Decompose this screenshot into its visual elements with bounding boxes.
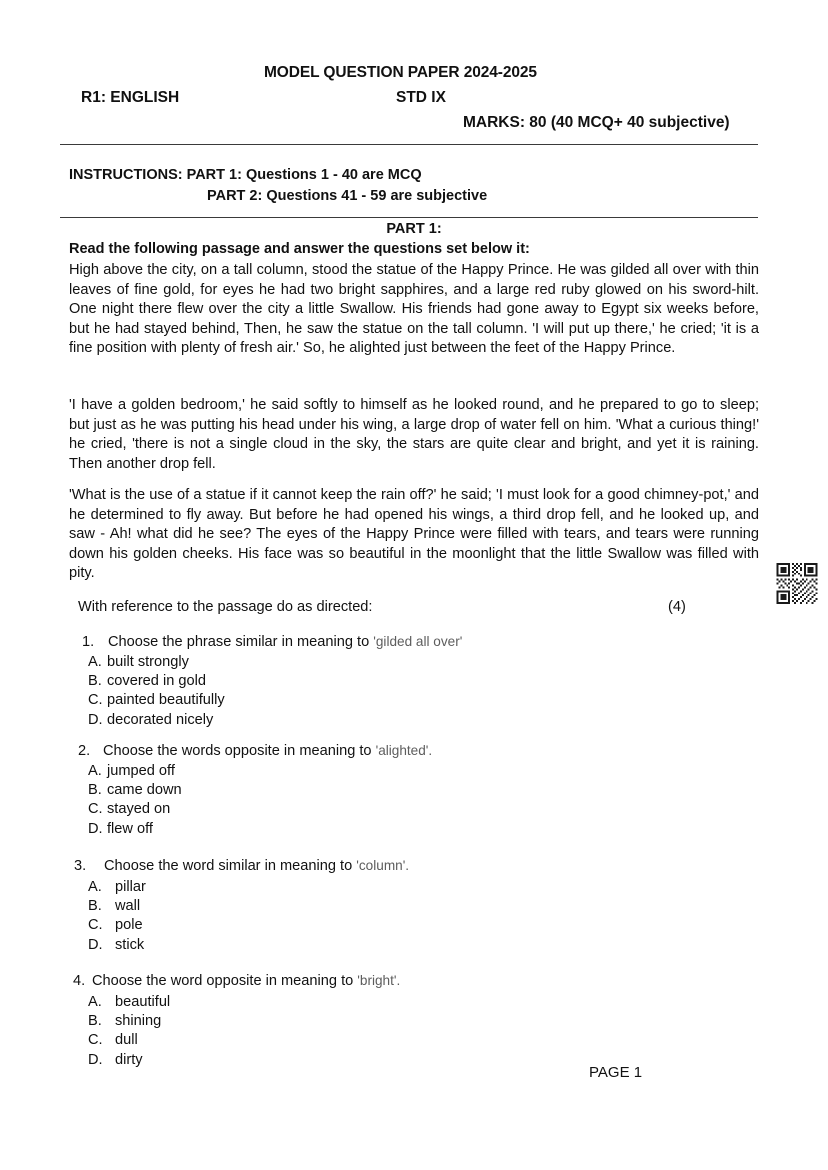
option-row[interactable]: [88, 1031, 400, 1050]
passage-paragraph-1: [69, 261, 759, 359]
question-4: [73, 971, 400, 1070]
option-text: flew off: [107, 820, 153, 837]
passage-text-1: High above the city, on a tall column, stood the statue of the Happy Prince. He was gilded all over with thin leaves of fine gold, for eyes he had two bright sapphires, and a large red ruby glowed on his sword-hilt. One night there flew over the city a little Swallow. His friends had gone away to Egypt six weeks before, but he had stayed behind, Then, he saw the statue on the tall column. 'I will put up there,' he cried; 'it is a fine position with plenty of fresh air.' So, he alighted just between the feet of the Happy Prince.: [69, 262, 759, 357]
option-row[interactable]: [88, 762, 432, 781]
question-3-stem-text: Choose the word similar in meaning to: [104, 858, 357, 874]
question-2-stem-text: Choose the words opposite in meaning to: [103, 743, 376, 759]
option-text: jumped off: [107, 763, 175, 779]
option-letter: C.: [88, 801, 103, 818]
question-3-stem: [74, 856, 409, 876]
instructions-line-1: INSTRUCTIONS: PART 1: Questions 1 - 40 are MCQ: [69, 167, 422, 183]
question-2-stem-suffix: .: [428, 743, 433, 758]
option-letter: C.: [88, 917, 103, 934]
option-text: built strongly: [107, 654, 189, 670]
instructions-block: [69, 165, 487, 207]
option-row[interactable]: [88, 897, 409, 916]
paper-title: MODEL QUESTION PAPER 2024-2025: [264, 64, 537, 81]
question-3-stem-suffix: .: [405, 858, 410, 873]
paper-subject: R1: ENGLISH: [81, 89, 180, 106]
option-text: dirty: [115, 1051, 143, 1068]
option-letter: A.: [88, 994, 102, 1010]
directed-instruction: With reference to the passage do as directed:: [78, 599, 373, 615]
option-letter: D.: [88, 936, 103, 953]
qr-code: [776, 563, 818, 604]
option-letter: D.: [88, 711, 103, 728]
option-text: came down: [107, 782, 182, 799]
option-text: wall: [115, 898, 141, 915]
option-letter: B.: [88, 782, 102, 799]
option-text: painted beautifully: [107, 692, 225, 709]
option-row[interactable]: [88, 936, 409, 955]
question-1-quoted-term: 'gilded all over': [373, 634, 463, 649]
paper-marks: MARKS: 80 (40 MCQ+ 40 subjective): [463, 114, 730, 131]
paper-header: [0, 64, 828, 144]
question-1-number: 1.: [82, 634, 95, 650]
question-4-number: 4.: [73, 973, 86, 989]
option-text: stayed on: [107, 801, 171, 818]
option-text: pillar: [115, 879, 146, 895]
option-row[interactable]: [88, 820, 432, 839]
question-2-quoted-term: 'alighted': [375, 743, 429, 758]
question-1-stem-text: Choose the phrase similar in meaning to: [108, 634, 374, 650]
passage-text-3: 'What is the use of a statue if it cannot keep the rain off?' he said; 'I must look for a good chimney-pot,' and he determined to fly away. But before he had opened his wings, a third drop fell, and he looked up, and saw - Ah! what did he see? The eyes of the Happy Prince were filled with tears, and tears were running down his golden cheeks. His face was so beautiful in the moonlight that the little Swallow was filled with pity.: [69, 487, 759, 582]
question-4-options: [88, 993, 400, 1070]
question-2-options: [88, 762, 432, 839]
option-row[interactable]: [88, 653, 462, 672]
question-4-stem: [73, 971, 400, 991]
option-row[interactable]: [88, 1012, 400, 1031]
option-text: shining: [115, 1013, 162, 1030]
option-text: stick: [115, 936, 145, 953]
option-letter: B.: [88, 898, 102, 915]
question-2-stem: [78, 741, 432, 761]
option-text: beautiful: [115, 994, 171, 1010]
passage-text-2: 'I have a golden bedroom,' he said softly to himself as he looked round, and he prepared to go to sleep; but just as he was putting his head under his wing, a large drop of water fell on him. 'What a curious thing!' he cried, 'there is not a single cloud in the sky, the stars are quite clear and bright, and yet it is raining. Then another drop fell.: [69, 397, 759, 472]
question-1: [82, 632, 462, 730]
question-1-options: [88, 653, 462, 730]
option-letter: B.: [88, 673, 102, 690]
passage-paragraph-2: [69, 396, 759, 474]
passage-paragraph-3: [69, 486, 759, 584]
option-row[interactable]: [88, 711, 462, 730]
question-4-quoted-term: 'bright': [357, 973, 397, 988]
question-3-quoted-term: 'column': [356, 858, 406, 873]
option-letter: A.: [88, 654, 102, 670]
directed-marks: (4): [668, 599, 686, 615]
option-row[interactable]: [88, 691, 462, 710]
option-row[interactable]: [88, 672, 462, 691]
option-letter: C.: [88, 1032, 103, 1049]
question-3-options: [88, 878, 409, 955]
paper-standard: STD IX: [396, 89, 446, 106]
option-row[interactable]: [88, 1051, 400, 1070]
option-row[interactable]: [88, 916, 409, 935]
question-1-stem: [82, 632, 462, 652]
option-letter: A.: [88, 879, 102, 895]
question-3-number: 3.: [74, 858, 87, 874]
option-row[interactable]: [88, 993, 400, 1012]
option-letter: D.: [88, 820, 103, 837]
option-text: pole: [115, 917, 143, 934]
option-text: covered in gold: [107, 673, 206, 690]
question-2-number: 2.: [78, 743, 91, 759]
option-row[interactable]: [88, 800, 432, 819]
read-passage-instruction: Read the following passage and answer the questions set below it:: [69, 241, 530, 257]
option-text: dull: [115, 1032, 138, 1049]
option-row[interactable]: [88, 878, 409, 897]
question-4-stem-suffix: .: [396, 973, 401, 988]
question-2: [78, 741, 432, 839]
option-letter: A.: [88, 763, 102, 779]
question-3: [74, 856, 409, 955]
option-letter: C.: [88, 692, 103, 709]
option-letter: B.: [88, 1013, 102, 1030]
header-divider-top: [60, 144, 758, 145]
part-heading: PART 1:: [386, 221, 442, 237]
option-text: decorated nicely: [107, 711, 214, 728]
option-letter: D.: [88, 1051, 103, 1068]
header-divider-bottom: [60, 217, 758, 218]
instructions-line-2: PART 2: Questions 41 - 59 are subjective: [207, 188, 488, 204]
option-row[interactable]: [88, 781, 432, 800]
question-4-stem-text: Choose the word opposite in meaning to: [92, 973, 358, 989]
page-number-footer: PAGE 1: [589, 1064, 643, 1081]
